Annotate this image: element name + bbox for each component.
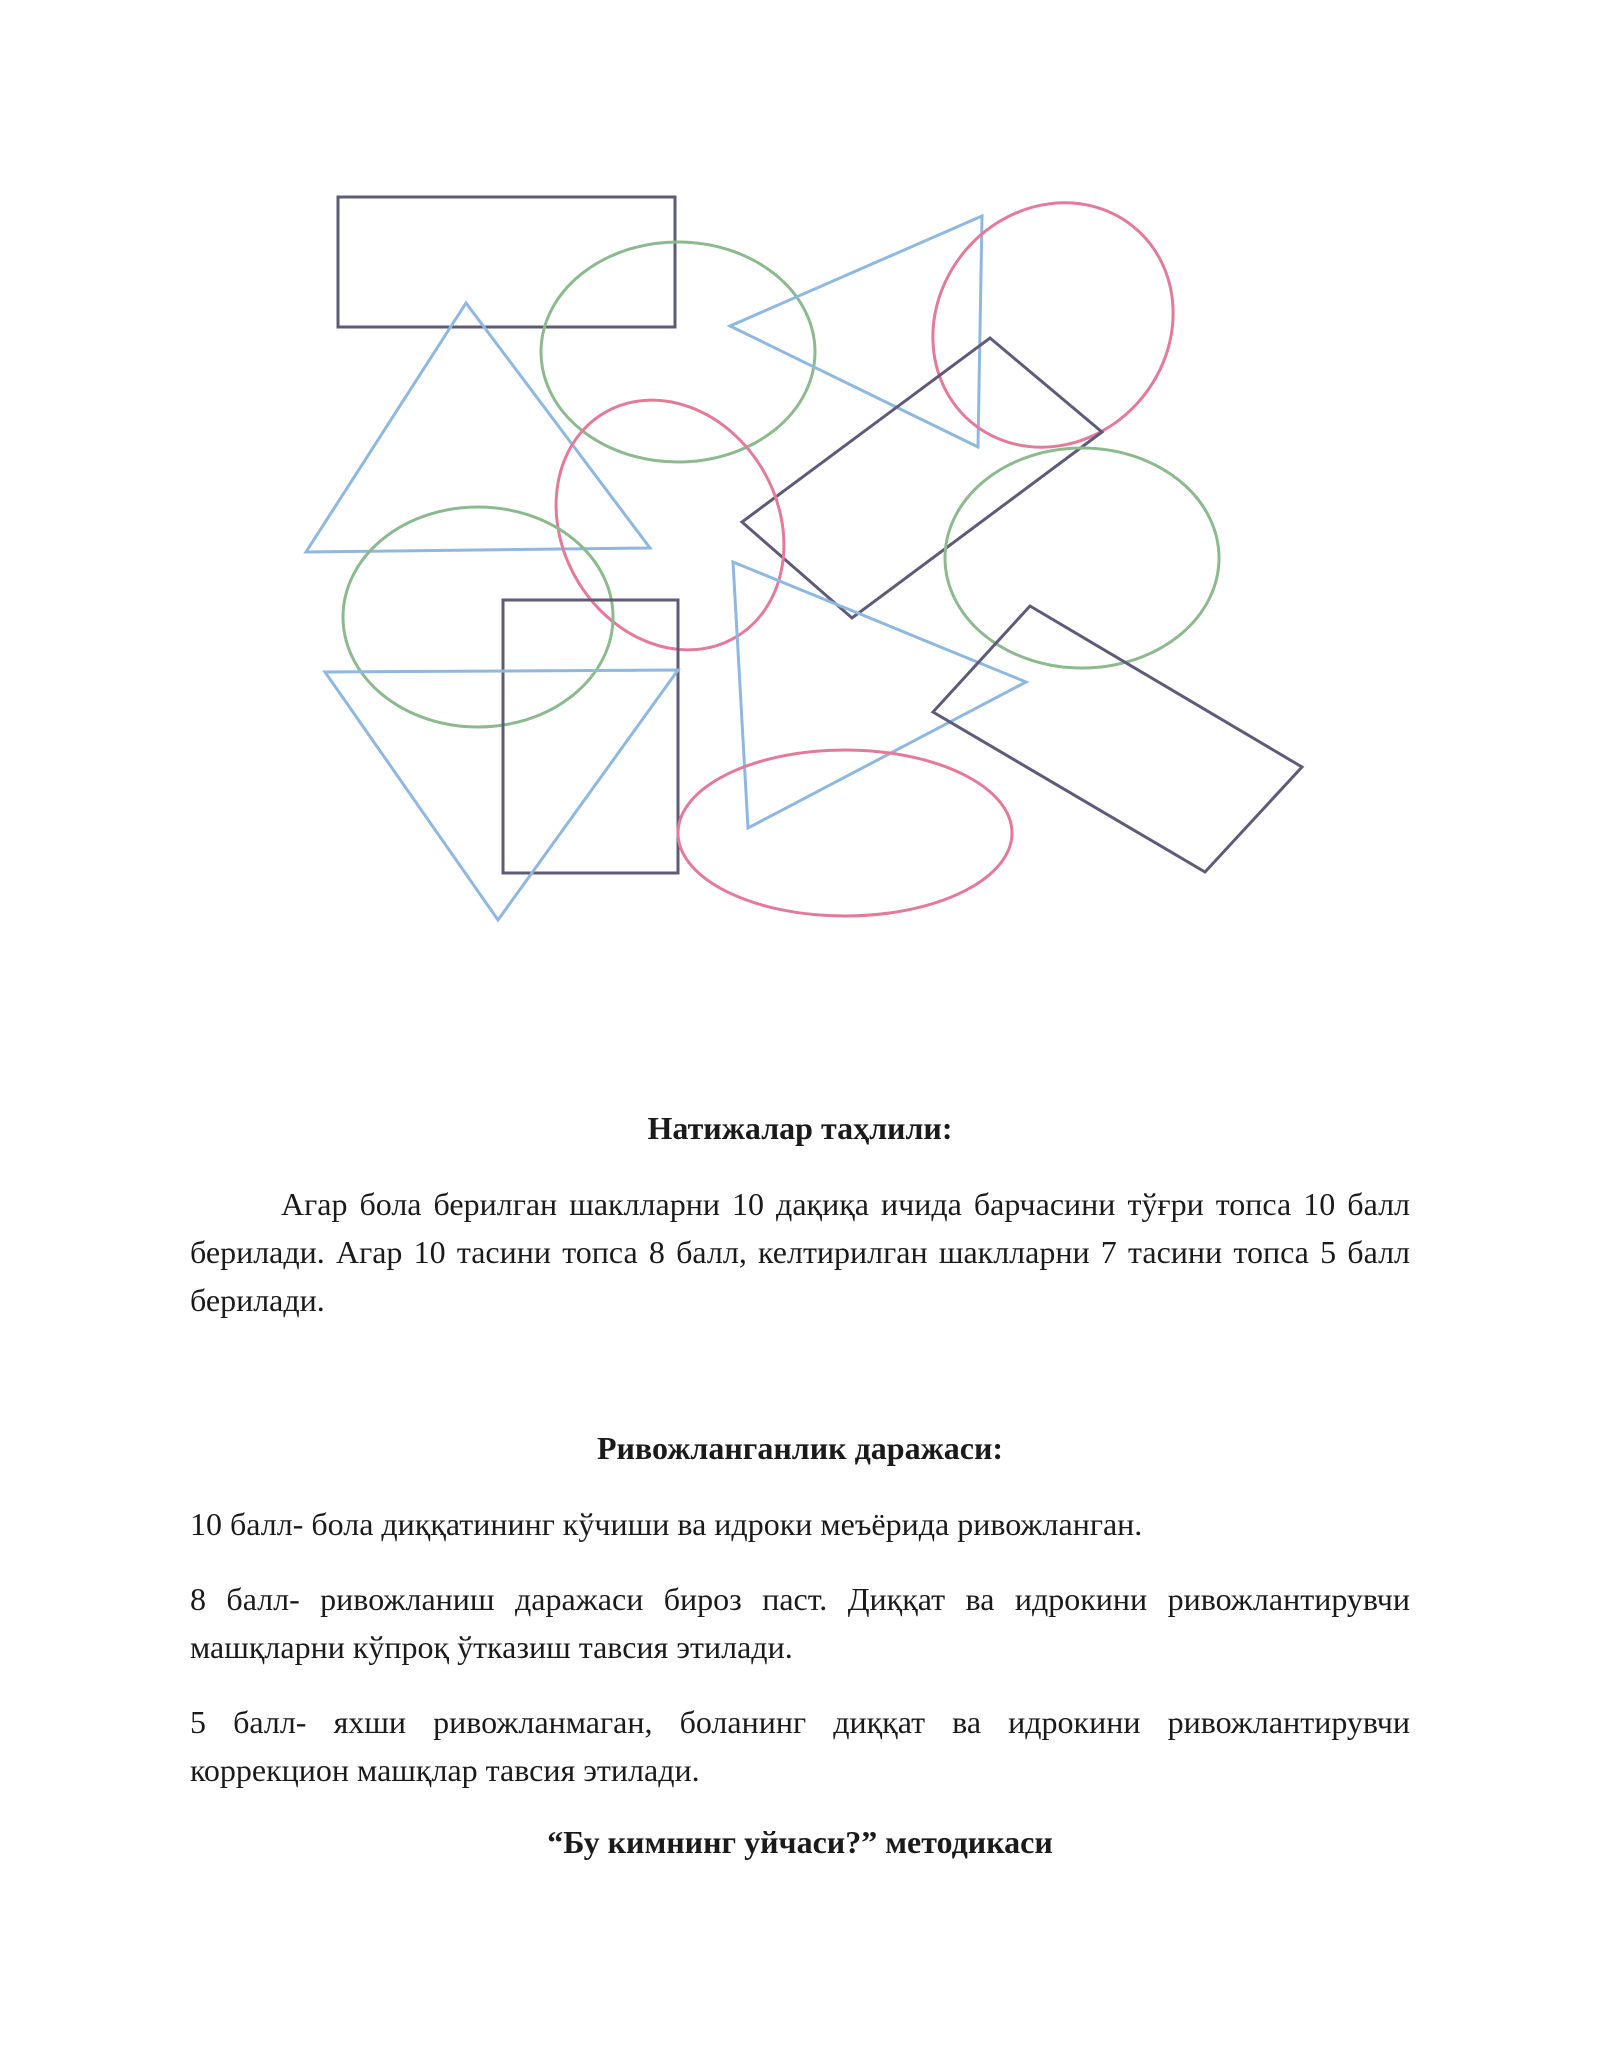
triangle-bottom-center <box>733 562 1026 828</box>
level-8-points-text: 8 балл- ривожланиш даражаси бироз паст. Диққат ва идрокини ривожлантирувчи машқларни кўпроқ ўтказиш тавсия этилади. <box>190 1581 1410 1665</box>
level-10-points-text: 10 балл- бола диққатининг кўчиши ва идроки меъёрида ривожланган. <box>190 1506 1143 1542</box>
method-heading: “Бу кимнинг уйчаси?” методикаси <box>547 1824 1053 1860</box>
circle-left <box>343 507 613 727</box>
shapes-drawing <box>0 0 1600 960</box>
rectangle-top-left <box>338 197 675 327</box>
rectangle-center-rotated <box>742 338 1102 618</box>
analysis-paragraph: Агар бола берилган шаклларни 10 дақиқа ичида барчасини тўғри топса 10 балл берилади. Агар 10 тасини топса 8 балл, келтирилган шаклларни 7 тасини топса 5 балл берилади. <box>190 1186 1410 1318</box>
ellipse-bottom <box>678 750 1012 916</box>
level-5-points-text: 5 балл- яхши ривожланмаган, боланинг диққат ва идрокини ривожлантирувчи коррекцион машқлар тавсия этилади. <box>190 1704 1410 1788</box>
rectangle-bottom-center <box>503 600 678 873</box>
triangle-left <box>306 303 650 552</box>
triangle-top-right <box>730 216 982 447</box>
overlapping-shapes-figure <box>0 0 1600 960</box>
ellipse-top-right <box>883 154 1222 496</box>
rectangle-bottom-right <box>933 606 1302 872</box>
development-level-heading: Ривожланганлик даражаси: <box>596 1430 1004 1466</box>
circle-right <box>945 448 1219 668</box>
analysis-heading: Натижалар таҳлили: <box>647 1110 953 1146</box>
